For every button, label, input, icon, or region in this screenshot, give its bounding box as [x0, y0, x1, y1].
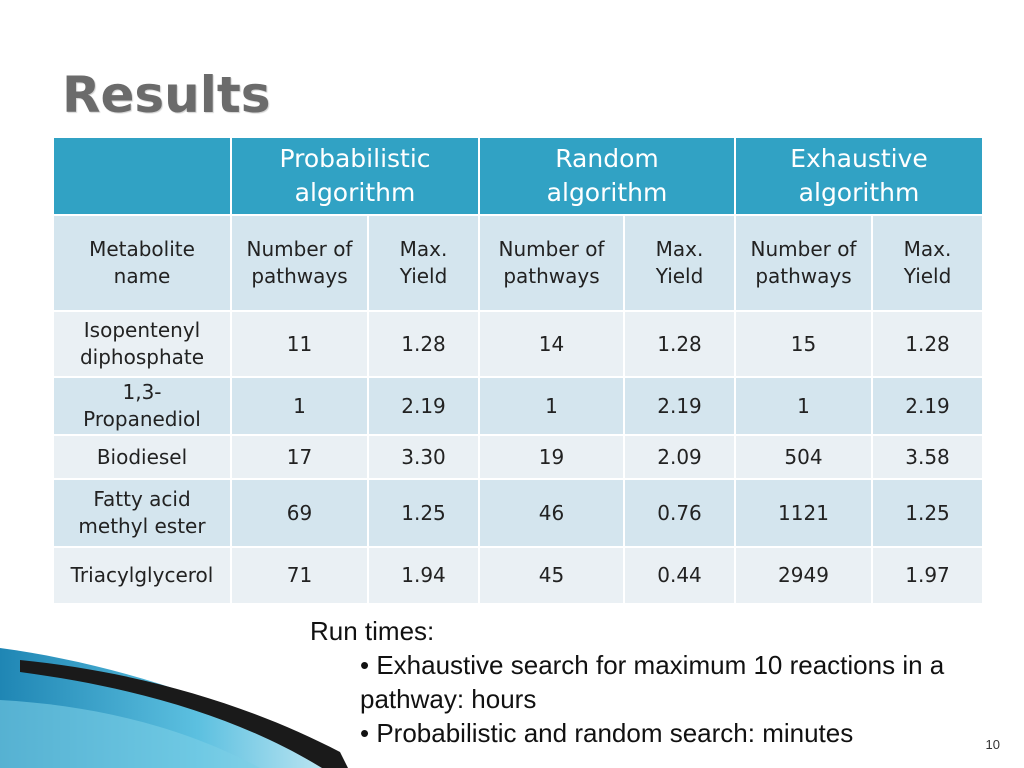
value-cell: 1.25 — [368, 479, 479, 547]
value-cell: 14 — [479, 311, 624, 377]
note-bullet-exhaustive: • Exhaustive search for maximum 10 reactions in a pathway: hours — [360, 650, 945, 714]
value-cell: 2.09 — [624, 435, 735, 479]
value-cell: 2949 — [735, 547, 872, 604]
value-cell: 2.19 — [872, 377, 983, 435]
metabolite-name-cell: Isopentenyl diphosphate — [53, 311, 231, 377]
sub-header-row — [53, 215, 983, 311]
group-header-cell: Random algorithm — [479, 137, 735, 215]
value-cell: 1121 — [735, 479, 872, 547]
value-cell: 1 — [735, 377, 872, 435]
value-cell: 11 — [231, 311, 368, 377]
table-row — [53, 479, 983, 547]
value-cell: 1.97 — [872, 547, 983, 604]
group-header-cell: Exhaustive algorithm — [735, 137, 983, 215]
value-cell: 17 — [231, 435, 368, 479]
group-header-cell: Probabilistic algorithm — [231, 137, 479, 215]
value-cell: 1.25 — [872, 479, 983, 547]
value-cell: 1 — [231, 377, 368, 435]
sub-header-cell: Max. Yield — [368, 215, 479, 311]
value-cell: 1 — [479, 377, 624, 435]
value-cell: 504 — [735, 435, 872, 479]
table-row — [53, 547, 983, 604]
table-row — [53, 311, 983, 377]
group-header-row — [53, 137, 983, 215]
value-cell: 1.28 — [872, 311, 983, 377]
value-cell: 2.19 — [368, 377, 479, 435]
sub-header-cell: Number of pathways — [735, 215, 872, 311]
sub-header-cell: Max. Yield — [624, 215, 735, 311]
results-table — [52, 136, 984, 605]
value-cell: 3.58 — [872, 435, 983, 479]
value-cell: 19 — [479, 435, 624, 479]
value-cell: 1.94 — [368, 547, 479, 604]
sub-header-cell: Number of pathways — [231, 215, 368, 311]
metabolite-name-cell: Biodiesel — [53, 435, 231, 479]
sub-header-cell: Max. Yield — [872, 215, 983, 311]
value-cell: 46 — [479, 479, 624, 547]
sub-header-cell: Number of pathways — [479, 215, 624, 311]
sub-header-cell: Metabolite name — [53, 215, 231, 311]
note-bullet-probabilistic: • Probabilistic and random search: minutes — [360, 718, 854, 748]
value-cell: 1.28 — [368, 311, 479, 377]
value-cell: 71 — [231, 547, 368, 604]
page-number: 10 — [985, 737, 1000, 752]
value-cell: 69 — [231, 479, 368, 547]
value-cell: 2.19 — [624, 377, 735, 435]
run-times-notes — [310, 614, 1000, 750]
value-cell: 0.44 — [624, 547, 735, 604]
value-cell: 45 — [479, 547, 624, 604]
table-row — [53, 435, 983, 479]
value-cell: 1.28 — [624, 311, 735, 377]
metabolite-name-cell: Triacylglycerol — [53, 547, 231, 604]
value-cell: 15 — [735, 311, 872, 377]
value-cell: 0.76 — [624, 479, 735, 547]
run-times-heading: Run times: — [310, 616, 435, 646]
metabolite-name-cell: 1,3- Propanediol — [53, 377, 231, 435]
header-empty-cell — [53, 137, 231, 215]
table-row — [53, 377, 983, 435]
slide-title: Results — [62, 66, 271, 124]
value-cell: 3.30 — [368, 435, 479, 479]
metabolite-name-cell: Fatty acid methyl ester — [53, 479, 231, 547]
